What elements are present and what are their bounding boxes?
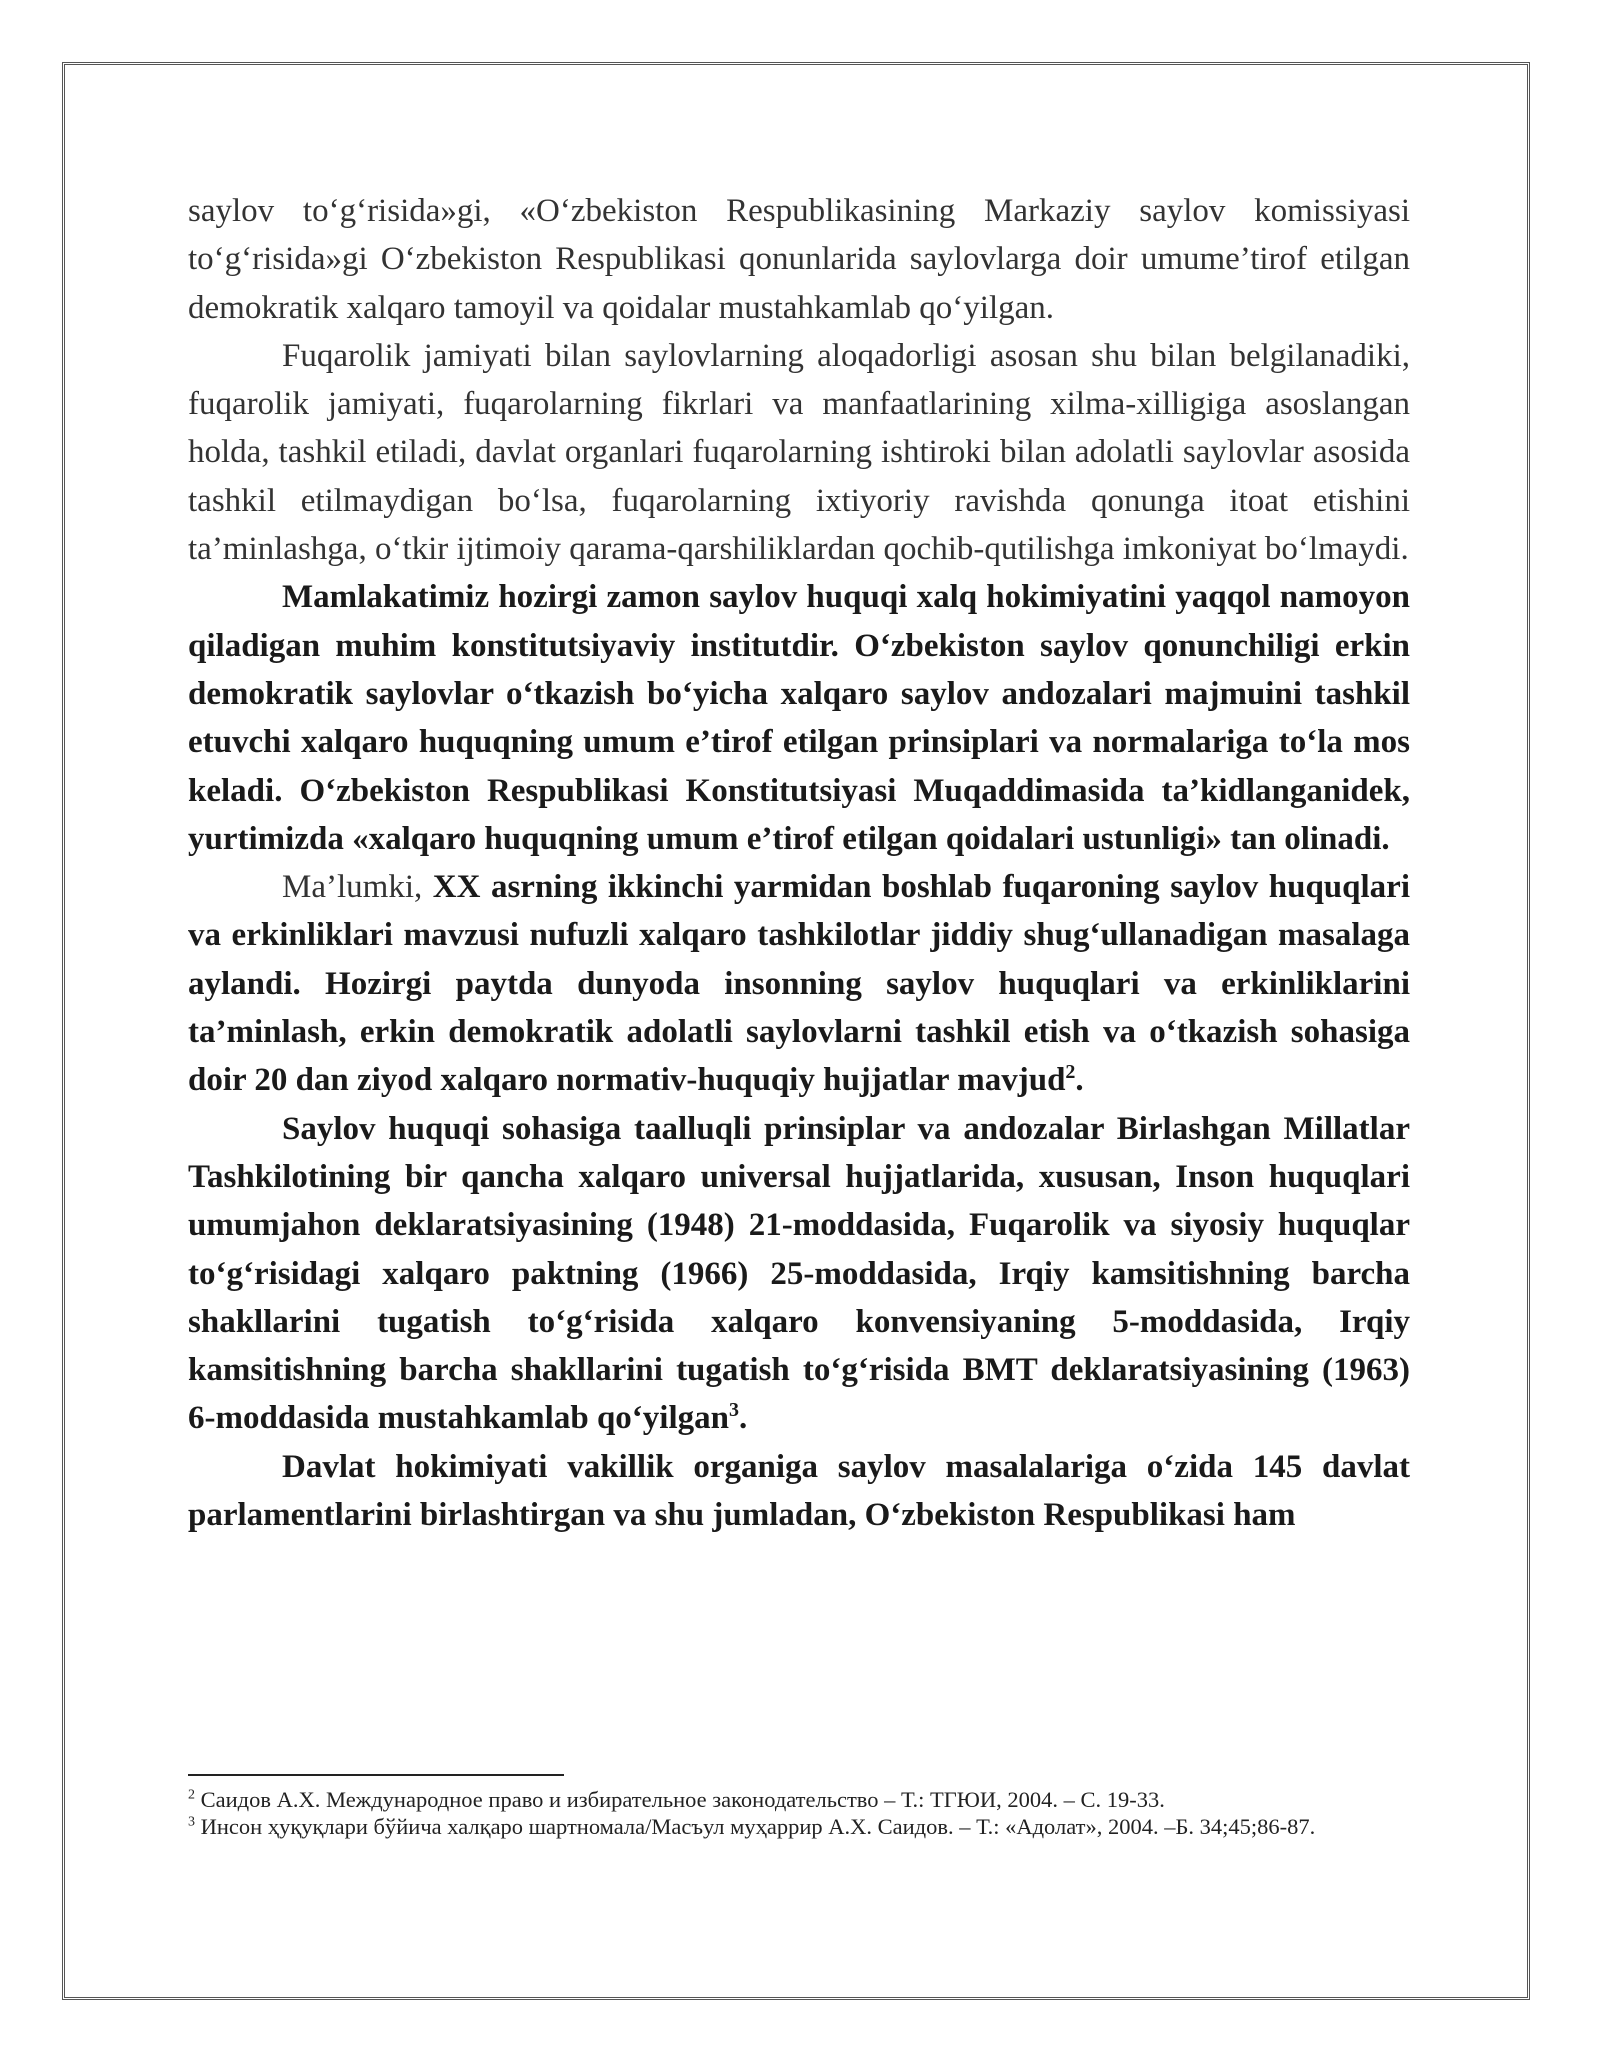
footnote-3 (188, 1813, 1410, 1840)
document-body (188, 187, 1410, 1539)
footnote-separator (188, 1774, 564, 1776)
footnote-text: Саидов А.Х. Международное право и избирательное законодательство – Т.: ТГЮИ, 2004. – С. 19-33. (195, 1787, 1165, 1812)
footnote-number: 2 (188, 1787, 195, 1803)
paragraph-4-text: XX asrning ikkinchi yarmidan boshlab fuqaroning saylov huquqlari va erkinliklari mavzusi nufuzli xalqaro tashkilotlar jiddiy shug‘ullanadigan masalaga aylandi. Hozirgi paytda dunyoda insonning saylov huquqlari va erkinliklarini ta’minlash, erkin demokratik adolatli saylovlarni tashkil etish va o‘tkazish sohasiga doir 20 dan ziyod xalqaro normativ-huquqiy hujjatlar mavjud (188, 869, 1410, 1099)
paragraph-6: Davlat hokimiyati vakillik organiga saylov masalalariga o‘zida 145 davlat parlamentlarini birlashtirgan va shu jumladan, O‘zbekiston Respublikasi ham (188, 1448, 1410, 1534)
footnotes (188, 1786, 1410, 1840)
paragraph-5-text: Saylov huquqi sohasiga taalluqli prinsiplar va andozalar Birlashgan Millatlar Tashkilotining bir qancha xalqaro universal hujjatlarida, xususan, Inson huquqlari umumjahon deklaratsiyasining (1948) 21-moddasida, Fuqarolik va siyosiy huquqlar to‘g‘risidagi xalqaro paktning (1966) 25-moddasida, Irqiy kamsitishning barcha shakllarini tugatish to‘g‘risida xalqaro konvensiyaning 5-moddasida, Irqiy kamsitishning barcha shakllarini tugatish to‘g‘risida BMT deklaratsiyasining (1963) 6-moddasida mustahkamlab qo‘yilgan (188, 1110, 1410, 1437)
paragraph-1: saylov to‘g‘risida»gi, «O‘zbekiston Respublikasining Markaziy saylov komissiyasi to‘g‘risida»gi O‘zbekiston Respublikasi qonunlarida saylovlarga doir umume’tirof etilgan demokratik xalqaro tamoyil va qoidalar mustahkamlab qo‘yilgan. (188, 193, 1410, 326)
paragraph-4 (188, 863, 1410, 1104)
paragraph-4-lead: Ma’lumki, (282, 869, 433, 906)
footnote-2 (188, 1786, 1410, 1813)
paragraph-5 (188, 1105, 1410, 1443)
footnote-ref-3[interactable]: 3 (728, 1399, 739, 1422)
footnote-ref-2[interactable]: 2 (1065, 1061, 1076, 1084)
paragraph-3: Mamlakatimiz hozirgi zamon saylov huquqi xalq hokimiyatini yaqqol namoyon qiladigan muhim konstitutsiyaviy institutdir. O‘zbekiston saylov qonunchiligi erkin demokratik saylovlar o‘tkazish bo‘yicha xalqaro saylov andozalari majmuini tashkil etuvchi xalqaro huquqning umum e’tirof etilgan prinsiplari va normalariga to‘la mos keladi. O‘zbekiston Respublikasi Konstitutsiyasi Muqaddimasida ta’kidlanganidek, yurtimizda «xalqaro huquqning umum e’tirof etilgan qoidalari ustunligi» tan olinadi. (188, 579, 1410, 857)
paragraph-2: Fuqarolik jamiyati bilan saylovlarning aloqadorligi asosan shu bilan belgilanadiki, fuqarolik jamiyati, fuqarolarning fikrlari va manfaatlarining xilma-xilligiga asoslangan holda, tashkil etiladi, davlat organlari fuqarolarning ishtiroki bilan adolatli saylovlar asosida tashkil etilmaydigan bo‘lsa, fuqarolarning ixtiyoriy ravishda qonunga itoat etishini ta’minlashga, o‘tkir ijtimoiy qarama-qarshiliklardan qochib-qutilishga imkoniyat bo‘lmaydi. (188, 337, 1410, 568)
footnote-number: 3 (188, 1814, 195, 1830)
footnote-text: Инсон ҳуқуқлари бўйича халқаро шартномала/Масъул муҳаррир А.Х. Саидов. – Т.: «Адолат», 2004. –Б. 34;45;86-87. (195, 1814, 1316, 1839)
paragraph-5-tail: . (738, 1400, 748, 1437)
paragraph-4-tail: . (1075, 1062, 1084, 1099)
